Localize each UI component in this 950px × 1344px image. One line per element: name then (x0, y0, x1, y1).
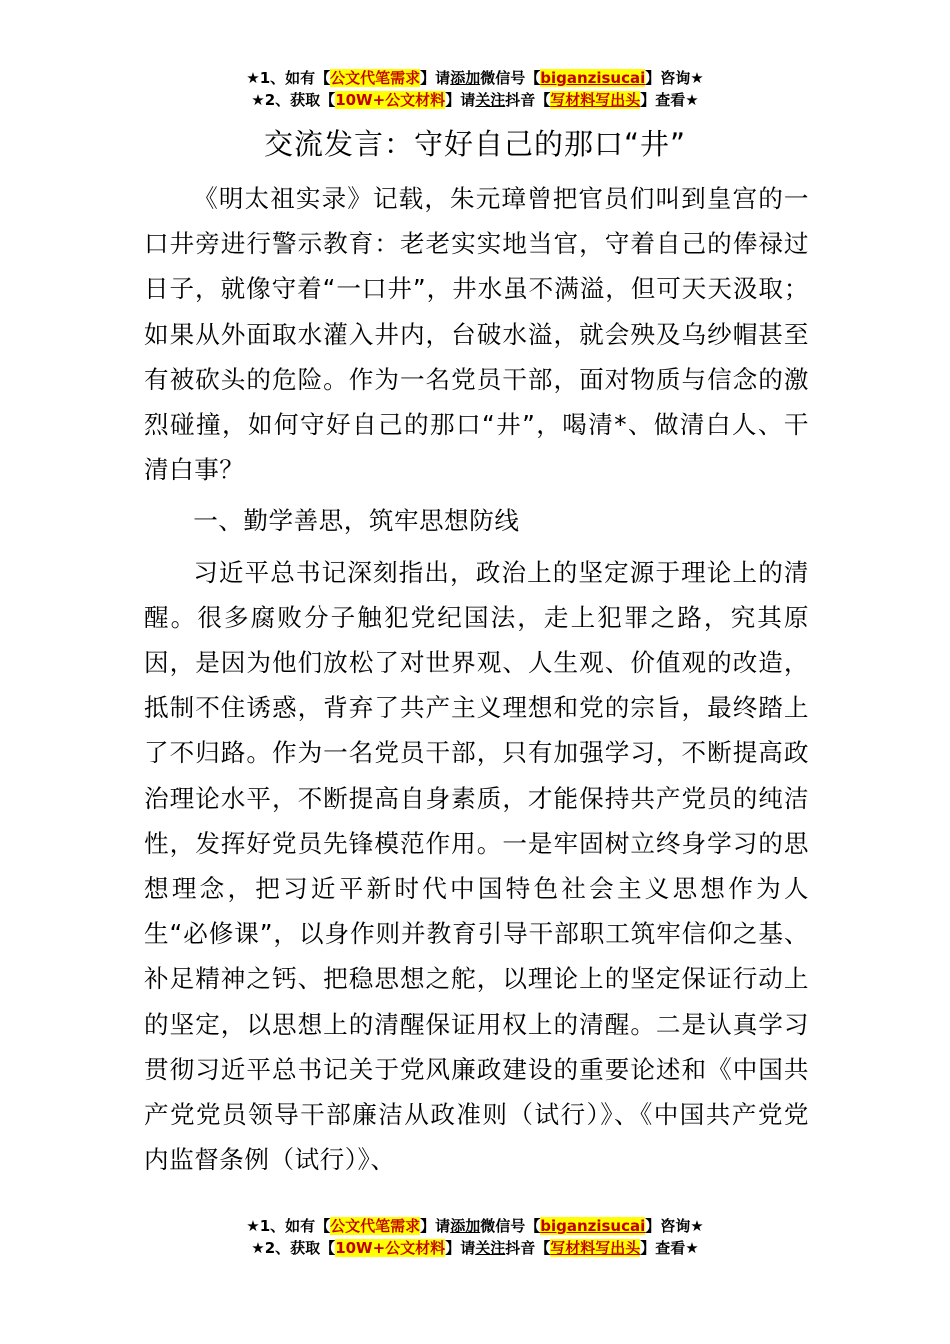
promo-highlight-materials: 10W+公文材料 (335, 91, 446, 109)
promo-douyin-account: 写材料写出头 (550, 1239, 641, 1257)
paragraph-intro: 《明太祖实录》记载，朱元璋曾把官员们叫到皇宫的一口井旁进行警示教育：老老实实地当官，守着自己的俸禄过日子，就像守着“一口井”，井水虽不满溢，但可天天汲取；如果从外面取水灌入井内，台破水溢，就会殃及乌纱帽甚至有被砍头的危险。作为一名党员干部，面对物质与信念的激烈碰撞，如何守好自己的那口“井”，喝清*、做清白人、干清白事？ (144, 184, 809, 485)
promo-line-1: ★1、如有【公文代笔需求】请添加微信号【biganzisucai】咨询★ (246, 69, 704, 87)
promo-wechat-id: biganzisucai (540, 69, 646, 87)
paragraph-section-1: 习近平总书记深刻指出，政治上的坚定源于理论上的清醒。很多腐败分子触犯党纪国法，走上犯罪之路，究其原因，是因为他们放松了对世界观、人生观、价值观的改造，抵制不住诱惑，背弃了共产主义理想和党的宗旨，最终踏上了不归路。作为一名党员干部，只有加强学习，不断提高政治理论水平，不断提高自身素质，才能保持共产党员的纯洁性，发挥好党员先锋模范作用。一是牢固树立终身学习的思想理念，把习近平新时代中国特色社会主义思想作为人生“必修课”，以身作则并教育引导干部职工筑牢信仰之基、补足精神之钙、把稳思想之舵，以理论上的坚定保证行动上的坚定，以思想上的清醒保证用权上的清醒。二是认真学习贯彻习近平总书记关于党风廉政建设的重要论述和《中国共产党党员领导干部廉洁从政准则（试行）》、《中国共产党党内监督条例（试行）》、 (144, 557, 809, 1175)
footer-promo-banner (0, 1215, 950, 1259)
promo-wechat-id: biganzisucai (540, 1217, 646, 1235)
promo-highlight-service: 公文代笔需求 (330, 69, 421, 87)
promo-douyin-account: 写材料写出头 (550, 91, 641, 109)
promo-highlight-service: 公文代笔需求 (330, 1217, 421, 1235)
promo-highlight-materials: 10W+公文材料 (335, 1239, 446, 1257)
document-body (144, 176, 809, 1182)
document-title: 交流发言：守好自己的那口“井” (263, 127, 687, 161)
promo-line-2: ★2、获取【10W+公文材料】请关注抖音【写材料写出头】查看★ (251, 91, 699, 109)
promo-line-1: ★1、如有【公文代笔需求】请添加微信号【biganzisucai】咨询★ (246, 1217, 704, 1235)
promo-line-2: ★2、获取【10W+公文材料】请关注抖音【写材料写出头】查看★ (251, 1239, 699, 1257)
header-promo-banner (0, 67, 950, 111)
section-heading-1: 一、勤学善思，筑牢思想防线 (193, 506, 520, 536)
